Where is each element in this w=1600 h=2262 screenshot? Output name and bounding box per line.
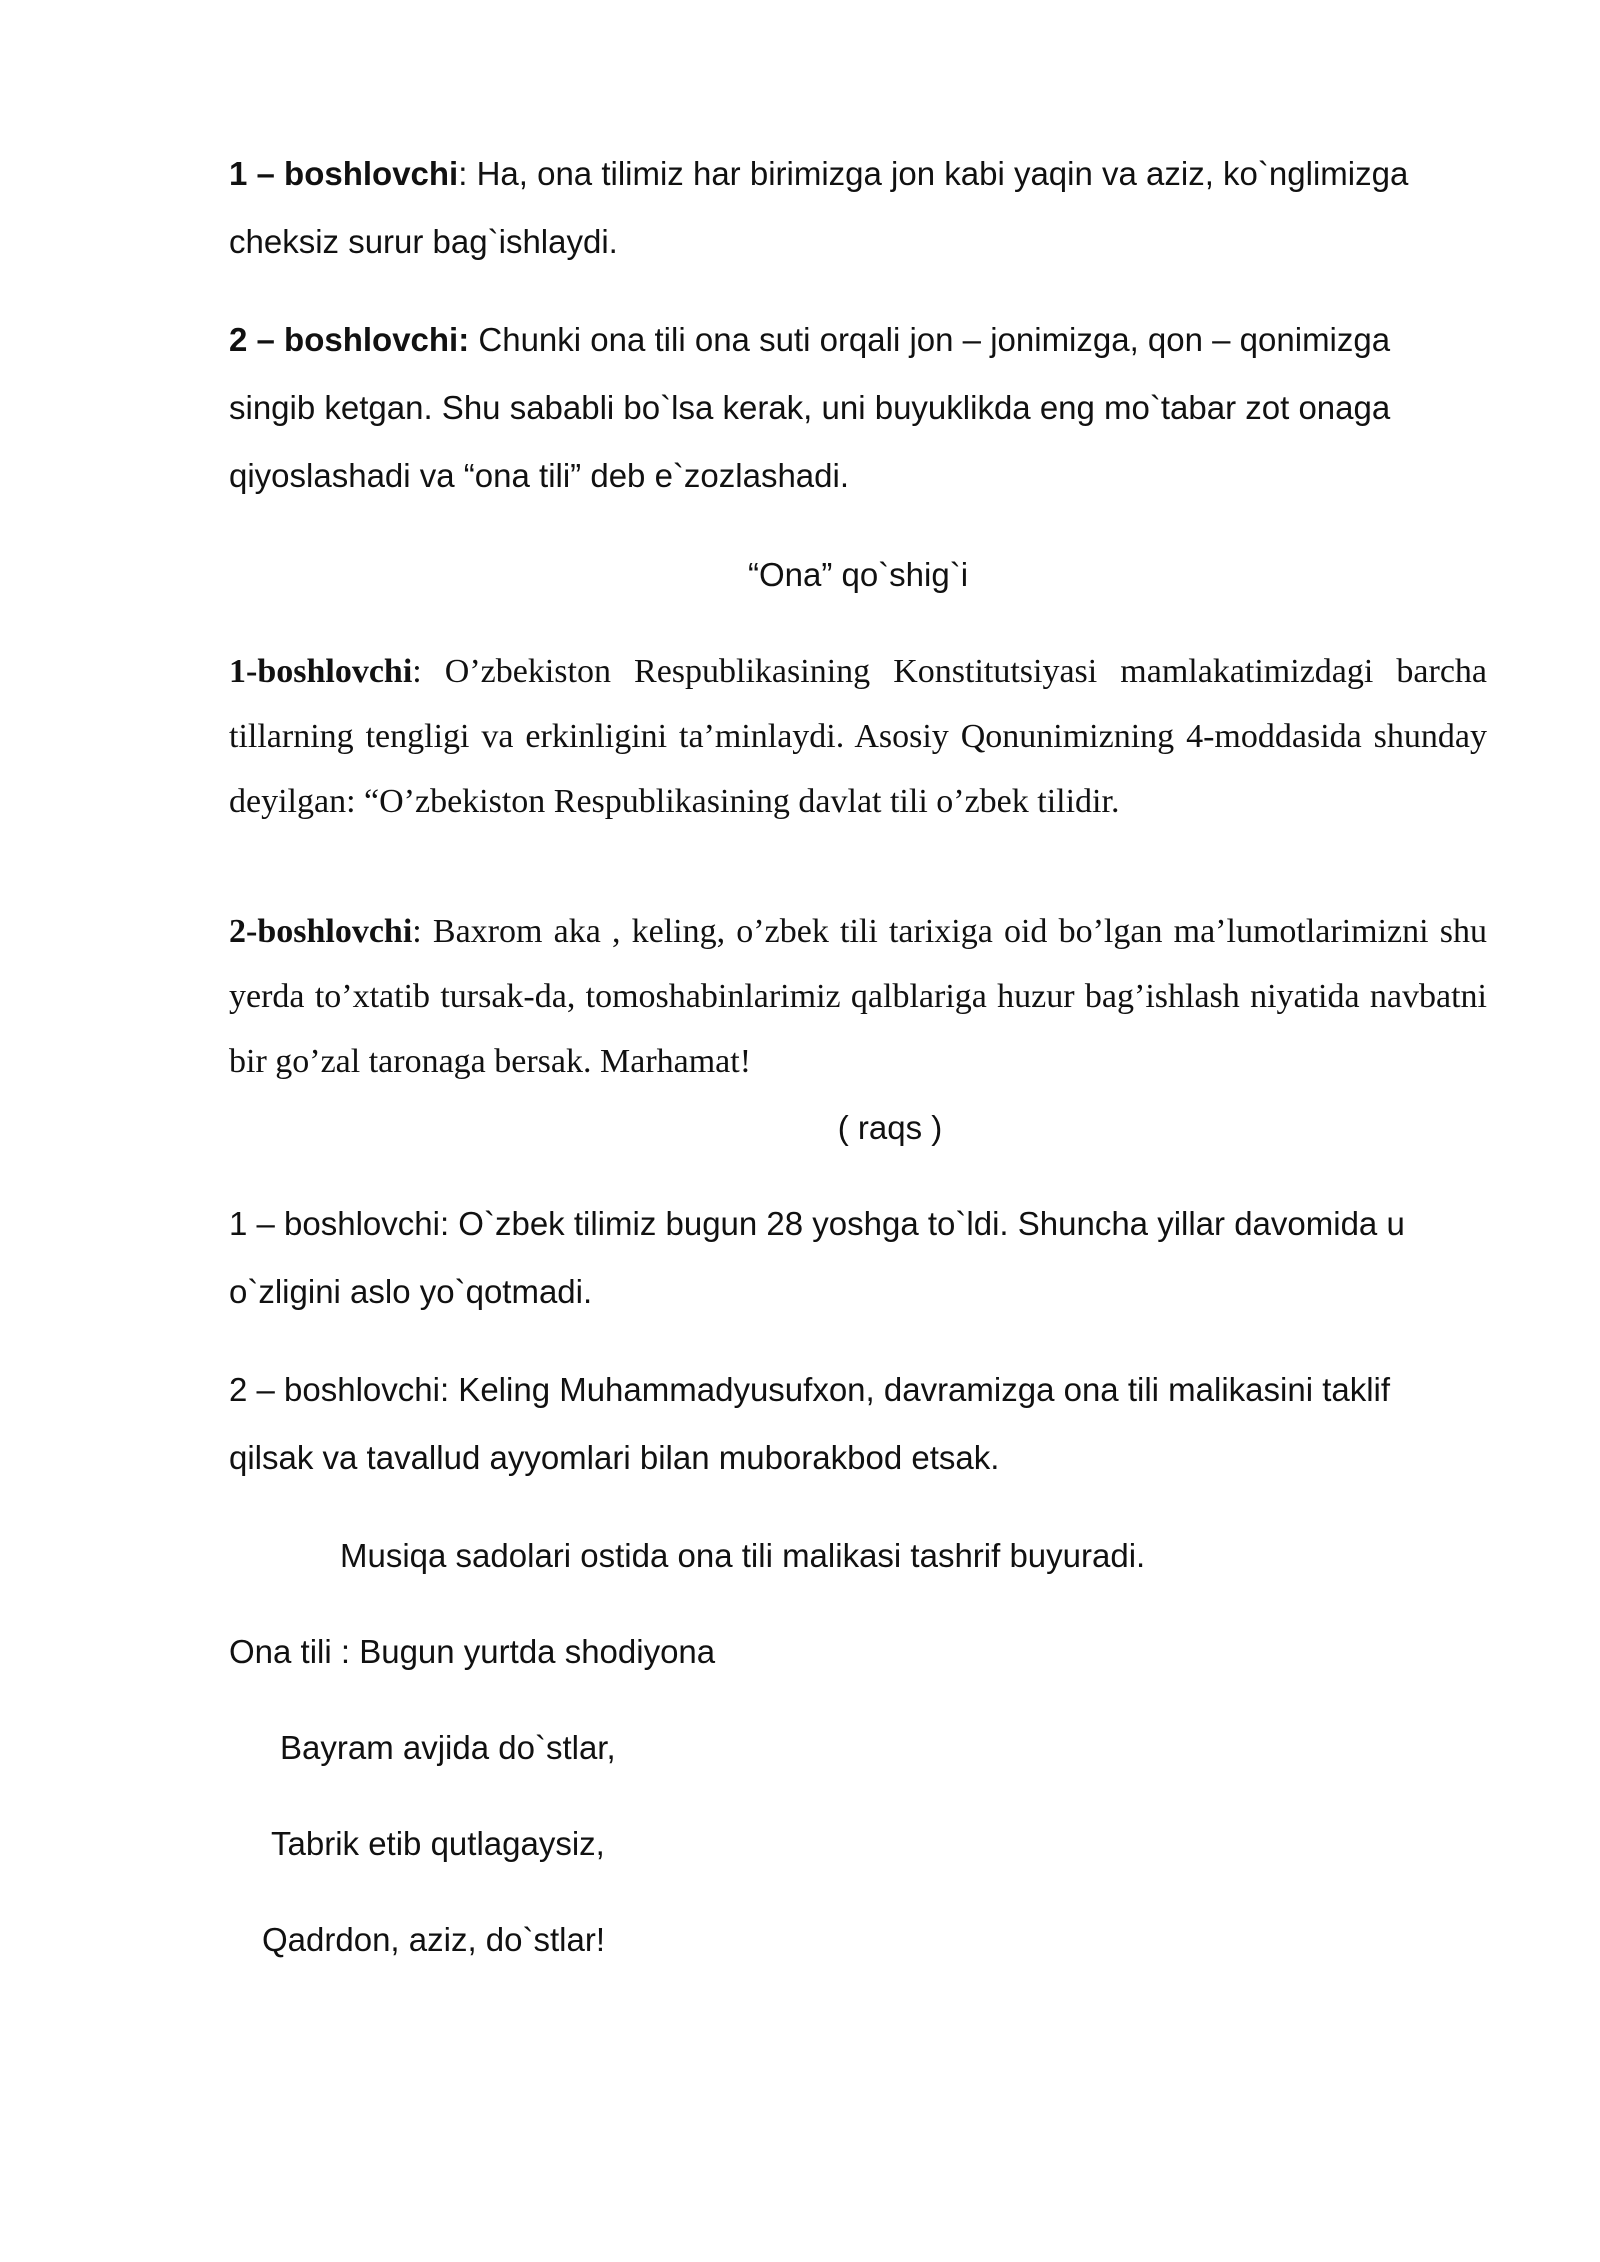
paragraph-line: cheksiz surur bag`ishlaydi.: [229, 223, 618, 260]
paragraph-line: qilsak va tavallud ayyomlari bilan muborakbod etsak.: [229, 1439, 1000, 1476]
stage-direction: Musiqa sadolari ostida ona tili malikasi tashrif buyuradi.: [340, 1537, 1146, 1574]
speaker-separator: :: [458, 155, 477, 192]
paragraph-text: : O’zbekiston Respublikasining Konstitutsiyasi mamlakatimizdagi barcha tillarning tengligi va erkinligini ta’minlaydi. Asosiy Qonunimizning 4-moddasida shunday deyilgan: “O’zbekiston Respublikasining davlat tili o’zbek tilidir.: [229, 653, 1487, 820]
paragraph-text: Ha, ona tilimiz har birimizga jon kabi yaqin va aziz, ko`nglimizga: [476, 155, 1409, 192]
paragraph-host2-invitation: [229, 1356, 1487, 1492]
paragraph-text: : Baxrom aka , keling, o’zbek tili tarixiga oid bo’lgan ma’lumotlarimizni shu yerda to’xtatib tursak-da, tomoshabinlarimiz qalblariga huzur bag’ishlash niyatida navbatni bir go’zal taronaga bersak. Marhamat!: [229, 913, 1487, 1080]
speaker-label: 2-boshlovchi: [229, 913, 413, 950]
poem-line: Bayram avjida do`stlar,: [280, 1729, 616, 1766]
paragraph-line: [229, 306, 1487, 374]
paragraph-line: o`zligini aslo yo`qotmadi.: [229, 1273, 593, 1310]
speaker-label: 2 – boshlovchi:: [229, 321, 470, 358]
poem-line: Tabrik etib qutlagaysiz,: [271, 1825, 605, 1862]
speaker-separator: [469, 321, 478, 358]
paragraph-host2-mother-tongue: [229, 306, 1487, 510]
paragraph-text: Chunki ona tili ona suti orqali jon – jonimizga, qon – qonimizga: [478, 321, 1391, 358]
song-title: “Ona” qo`shig`i: [747, 556, 969, 593]
paragraph-line: qiyoslashadi va “ona tili” deb e`zozlashadi.: [229, 457, 850, 494]
speaker-label: 1-boshlovchi: [229, 653, 413, 690]
paragraph-host1-intro: [229, 140, 1487, 276]
speaker-label: 1 – boshlovchi: [229, 155, 459, 192]
paragraph-host1-anniversary: [229, 1190, 1487, 1326]
paragraph-line: [229, 140, 1487, 208]
paragraph-dance-intro: [229, 899, 1487, 1094]
paragraph-constitution: [229, 639, 1487, 834]
paragraph-line: singib ketgan. Shu sababli bo`lsa kerak, uni buyuklikda eng mo`tabar zot onaga: [229, 389, 1391, 426]
poem-line: Qadrdon, aziz, do`stlar!: [262, 1921, 605, 1958]
paragraph-line: 1 – boshlovchi: O`zbek tilimiz bugun 28 yoshga to`ldi. Shuncha yillar davomida u: [229, 1205, 1405, 1242]
poem-intro: Ona tili : Bugun yurtda shodiyona: [229, 1633, 716, 1670]
dance-direction: ( raqs ): [837, 1109, 943, 1146]
paragraph-line: 2 – boshlovchi: Keling Muhammadyusufxon, davramizga ona tili malikasini taklif: [229, 1371, 1391, 1408]
